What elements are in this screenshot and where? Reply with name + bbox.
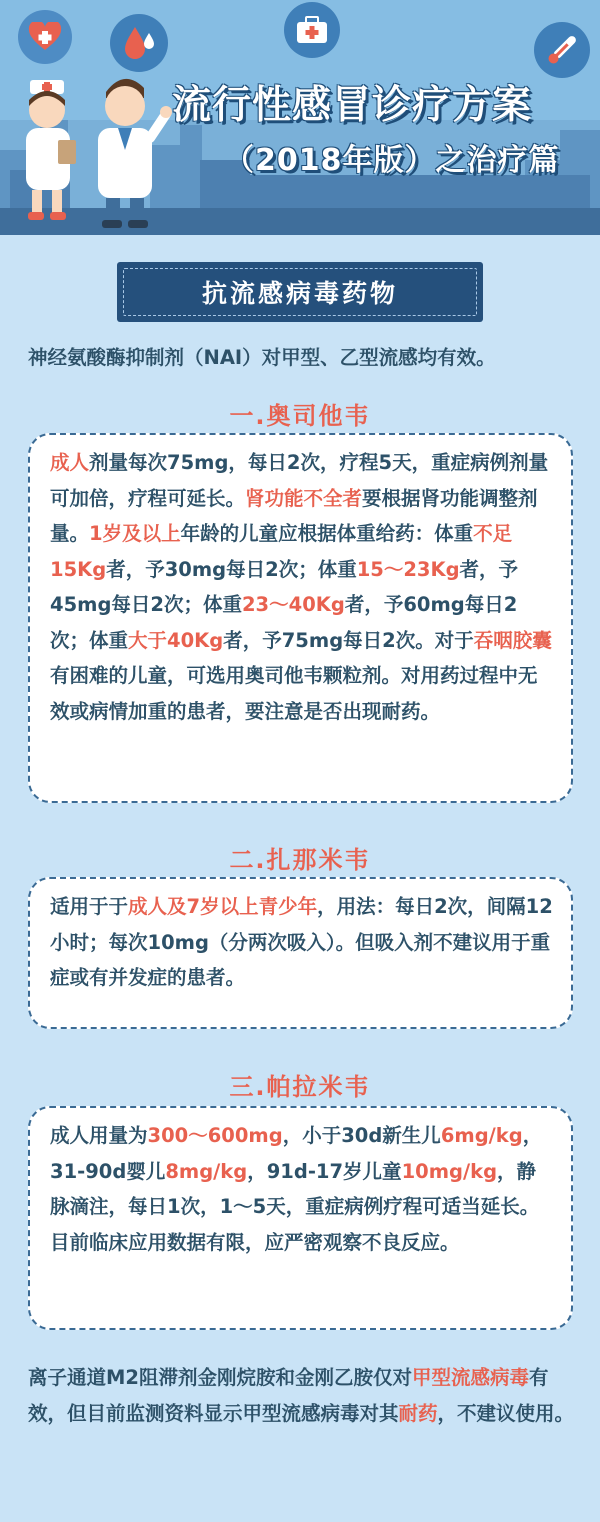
body-text: ，静脉滴注，每日1次，1～5天，重症病例疗程可适当延长。目前临床应用数据有限，应严密观察不良反应。	[50, 1159, 540, 1254]
body-text: 适用于于	[50, 895, 129, 918]
doctor-illustration	[86, 72, 172, 232]
drug-card-peramivir	[28, 1106, 573, 1330]
body-text: 成人用量为	[50, 1124, 148, 1147]
highlight-text: 甲型流感病毒	[411, 1366, 529, 1389]
body-text: 离子通道M2阻滞剂金刚烷胺和金刚乙胺仅对	[28, 1366, 412, 1389]
heart-cross-icon	[18, 10, 72, 64]
body-text: 者，予75mg每日2次。对于	[223, 628, 474, 652]
body-text: 者，予30mg每日2次；体重	[106, 557, 357, 581]
body-text: ，小于30d新生儿	[282, 1124, 441, 1147]
body-text: 者，予60mg每日2次；体重	[50, 593, 518, 652]
highlight-text: 吞咽胶囊	[473, 628, 552, 652]
highlight-text: 6mg/kg	[440, 1124, 523, 1147]
highlight-text: 10mg/kg	[401, 1159, 498, 1183]
body-text: 剂量每次75mg，每日2次，疗程5天，重症病例剂量可加倍，疗程可延长。	[50, 451, 549, 510]
highlight-text: 耐药	[398, 1401, 438, 1425]
highlight-text: 成人	[50, 451, 90, 474]
header-banner	[0, 0, 600, 235]
drug-card-oseltamivir	[28, 433, 573, 803]
highlight-text: 23～40Kg	[241, 593, 345, 616]
highlight-text: 1岁及以上	[89, 522, 181, 545]
highlight-text: 300～600mg	[147, 1124, 283, 1147]
drug-title-zanamivir: 二.扎那米韦	[229, 846, 371, 874]
highlight-text: 8mg/kg	[165, 1159, 248, 1183]
drug-card-zanamivir	[28, 877, 573, 1029]
first-aid-kit-icon	[284, 2, 340, 58]
body-text: 有困难的儿童，可选用奥司他韦颗粒剂。对用药过程中无效或病情加重的患者，要注意是否出现耐药。	[50, 664, 538, 723]
body-text: ，用法：每日2次，间隔12小时；每次10mg（分两次吸入）。但吸入剂不建议用于重症或有并发症的患者。	[50, 895, 553, 989]
highlight-text: 15～23Kg	[356, 557, 460, 581]
drug-title-oseltamivir: 一.奥司他韦	[229, 402, 371, 430]
drug-title-peramivir: 三.帕拉米韦	[229, 1073, 371, 1101]
blood-drop-icon	[110, 14, 168, 72]
highlight-text: 肾功能不全者	[245, 486, 363, 510]
banner-title-line2: （2018年版）之治疗篇	[224, 143, 560, 178]
body-text: ，31-90d婴儿	[50, 1124, 543, 1183]
banner-title-line1: 流行性感冒诊疗方案	[172, 83, 533, 128]
intro-text: 神经氨酸酶抑制剂（NAI）对甲型、乙型流感均有效。	[28, 346, 496, 369]
body-text: 者，予45mg每日2次；体重	[50, 557, 519, 616]
nurse-illustration	[18, 78, 84, 226]
body-text: ，不建议使用。	[437, 1401, 575, 1425]
body-text: 有效，但目前监测资料显示甲型流感病毒对其	[28, 1366, 549, 1425]
highlight-text: 成人及7岁以上青少年	[128, 895, 318, 918]
body-text: 年龄的儿童应根据体重给药：体重	[180, 522, 474, 545]
highlight-text: 大于40Kg	[128, 628, 224, 652]
outro-text	[28, 1360, 578, 1431]
highlight-text: 不足15Kg	[50, 522, 513, 581]
body-text: ，91d-17岁儿童	[247, 1159, 402, 1183]
section-heading: 抗流感病毒药物	[201, 279, 398, 308]
body-text: 要根据肾功能调整剂量。	[50, 486, 538, 545]
section-heading-box	[117, 262, 483, 322]
thermometer-icon	[534, 22, 590, 78]
